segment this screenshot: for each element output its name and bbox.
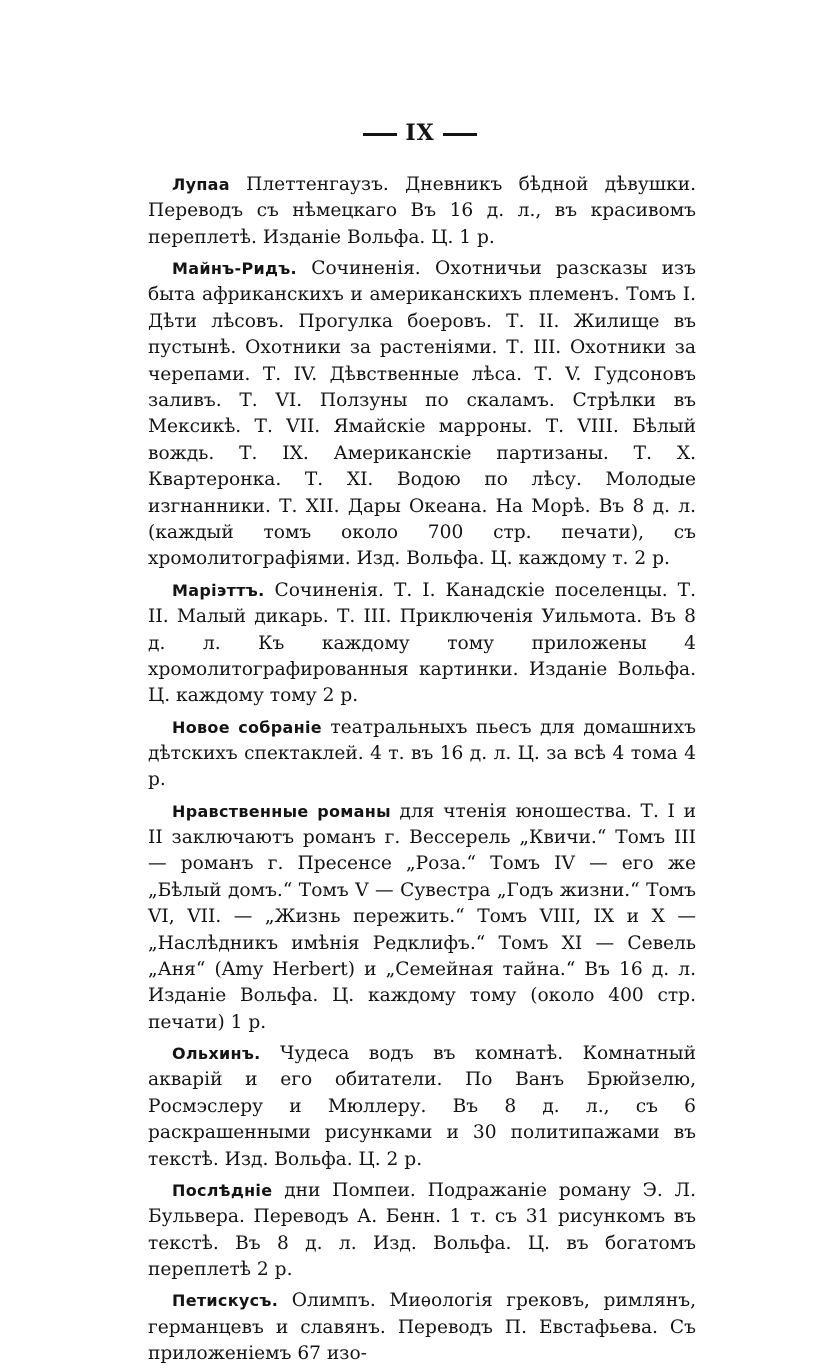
entry-name: Послѣдніе: [172, 1180, 273, 1200]
entry-text: Плеттенгаузъ. Дневникъ бѣдной дѣвушки. Переводъ съ нѣмецкаго Въ 16 д. л., въ красивомъ переплетѣ. Изданіе Вольфа. Ц. 1 р.: [148, 174, 696, 248]
catalog-entry: [148, 172, 696, 251]
catalog-entry: [148, 256, 696, 573]
entry-name: Маріэттъ.: [172, 580, 265, 600]
entry-name: Новое собраніе: [172, 717, 322, 737]
catalog-entry: [148, 715, 696, 794]
entry-text: для чтенія юношества. Т. I и II заключаютъ романъ г. Вессерель „Квичи.“ Томъ III — романъ г. Пресенсе „Роза.“ Томъ IV — его же „Бѣлый домъ.“ Томъ V — Сувестра „Годъ жизни.“ Томъ VI, VII. — „Жизнь пережить.“ Томъ VIII, IX и X — „Наслѣдникъ имѣнія Редклифъ.“ Томъ XI — Севель „Аня“ (Amy Herbert) и „Семейная тайна.“ Въ 16 д. л. Изданіе Вольфа. Ц. каждому тому (около 400 стр. печати) 1 р.: [148, 800, 696, 1033]
page-header: [0, 120, 840, 146]
entry-text: дни Помпеи. Подражаніе роману Э. Л. Бульвера. Переводъ А. Бенн. 1 т. съ 31 рисункомъ въ текстѣ. Въ 8 д. л. Изд. Вольфа. Ц. въ богатомъ переплетѣ 2 р.: [148, 1179, 696, 1281]
header-dash-right: [443, 133, 477, 136]
entry-text: Чудеса водъ въ комнатѣ. Комнатный акварій и его обитатели. По Ванъ Брюйзелю, Росмэслеру и Мюллеру. Въ 8 д. л., съ 6 раскрашенными рисунками и 30 политипажами въ текстѣ. Изд. Вольфа. Ц. 2 р.: [148, 1042, 696, 1170]
catalog-entry: [148, 799, 696, 1037]
entry-name: Ольхинъ.: [172, 1043, 261, 1063]
catalog-text: [148, 172, 696, 1372]
header-dash-left: [363, 133, 397, 136]
catalog-entry: [148, 1041, 696, 1173]
catalog-entry: [148, 1288, 696, 1367]
entry-text: театральныхъ пьесъ для домашнихъ дѣтскихъ спектаклей. 4 т. въ 16 д. л. Ц. за всѣ 4 тома 4 р.: [148, 716, 696, 791]
entry-name: Нравственные романы: [172, 801, 391, 821]
catalog-entry: [148, 1178, 696, 1284]
entry-name: Петискусъ.: [172, 1291, 279, 1311]
entry-name: Лупаа: [172, 175, 230, 194]
entry-text: Сочиненія. Охотничьи разсказы изъ быта африканскихъ и американскихъ племенъ. Томъ I. Дѣти лѣсовъ. Прогулка боеровъ. Т. II. Жилище въ пустынѣ. Охотники за растеніями. Т. III. Охотники за черепами. Т. IV. Дѣвственные лѣса. Т. V. Гудсоновъ заливъ. Т. VI. Ползуны по скаламъ. Стрѣлки въ Мексикѣ. Т. VII. Ямайскіе марроны. Т. VIII. Бѣлый вождь. Т. IX. Американскіе партизаны. Т. X. Квартеронка. Т. XI. Водою по лѣсу. Молодые изгнанники. Т. XII. Дары Океана. На Морѣ. Въ 8 д. л. (каждый томъ около 700 стр. печати), съ хромолитографіями. Изд. Вольфа. Ц. каждому т. 2 р.: [148, 258, 696, 570]
entry-name: Майнъ-Ридъ.: [172, 259, 297, 279]
page-number: IX: [405, 120, 435, 146]
entry-text: Олимпъ. Миѳологія грековъ, римлянъ, германцевъ и славянъ. Переводъ П. Евстафьева. Съ приложеніемъ 67 изо-: [148, 1290, 696, 1365]
catalog-entry: [148, 578, 696, 710]
entry-text: Сочиненія. Т. I. Канадскіе поселенцы. Т. II. Малый дикарь. Т. III. Приключенія Уильмота. Въ 8 д. л. Къ каждому тому приложены 4 хромолитографированныя картинки. Изданіе Вольфа. Ц. каждому тому 2 р.: [148, 579, 696, 707]
